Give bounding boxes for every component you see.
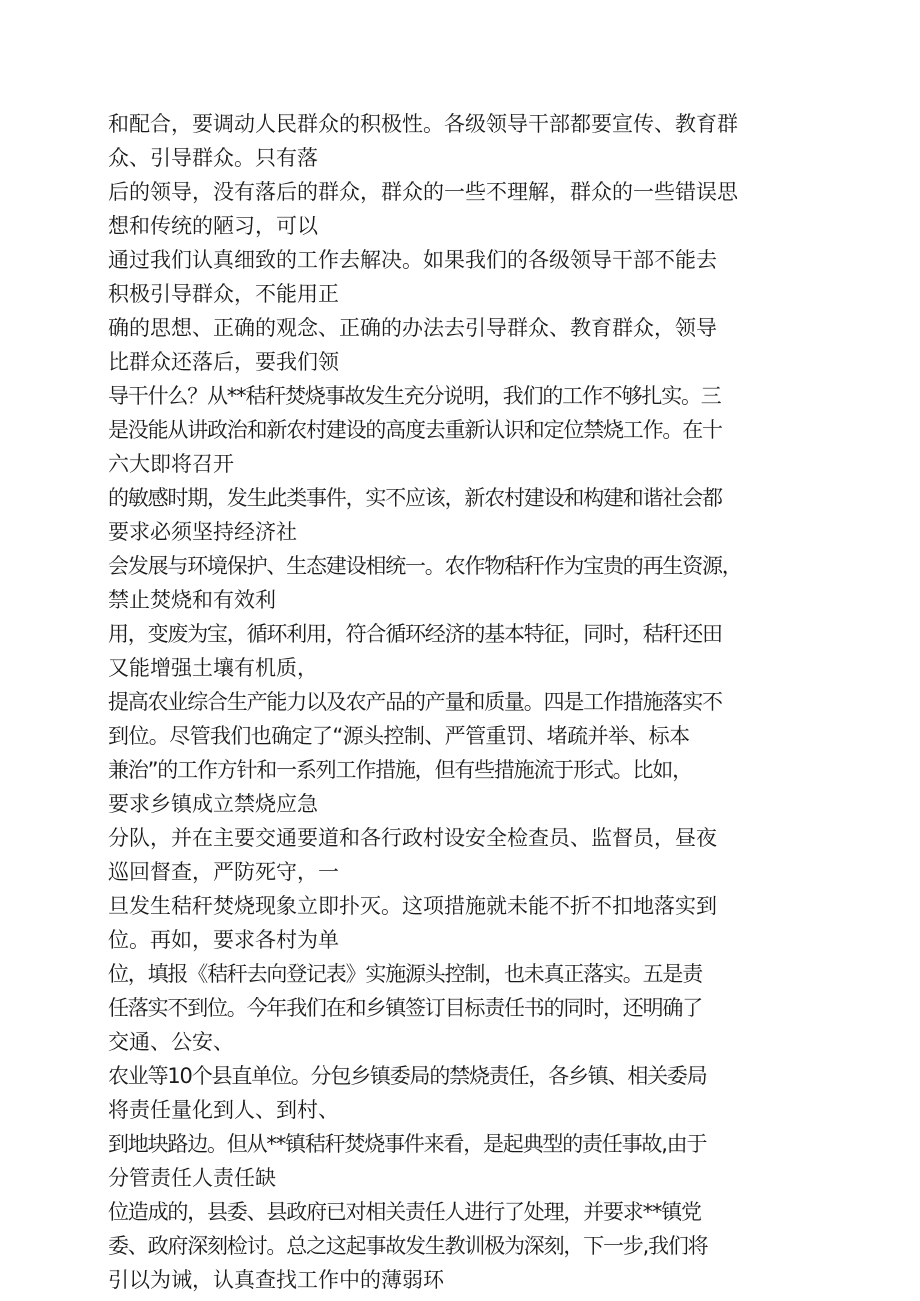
text-line: 六大即将召开 bbox=[108, 452, 234, 476]
text-line: 旦发生秸秆焚烧现象立即扑灭。这项措施就未能不折不扣地落实到 bbox=[108, 894, 717, 918]
text-line: 位造成的，县委、县政府已对相关责任人进行了处理，并要求**镇党 bbox=[108, 1200, 701, 1224]
text-line: 提高农业综合生产能力以及农产品的产量和质量。四是工作措施落实不 bbox=[108, 690, 722, 714]
text-line: 通过我们认真细致的工作去解决。如果我们的各级领导干部不能去 bbox=[108, 248, 717, 272]
text-line: 想和传统的陋习，可以 bbox=[108, 214, 318, 238]
text-line: 用，变废为宝，循环利用，符合循环经济的基本特征，同时，秸秆还田 bbox=[108, 622, 722, 646]
text-line: 要求乡镇成立禁烧应急 bbox=[108, 792, 318, 816]
text-line: 位。再如，要求各村为单 bbox=[108, 928, 339, 952]
text-line: 农业等10个县直单位。分包乡镇委局的禁烧责任，各乡镇、相关委局 bbox=[108, 1064, 707, 1088]
text-line: 分管责任人责任缺 bbox=[108, 1166, 276, 1190]
text-line: 会发展与环境保护、生态建设相统一。农作物秸秆作为宝贵的再生资源， bbox=[108, 554, 742, 578]
text-line: 兼治”的工作方针和一系列工作措施，但有些措施流于形式。比如， bbox=[108, 758, 692, 782]
text-line: 分队，并在主要交通要道和各行政村设安全检查员、监督员，昼夜 bbox=[108, 826, 717, 850]
text-line: 委、政府深刻检讨。总之这起事故发生教训极为深刻，下一步,我们将 bbox=[108, 1234, 708, 1258]
text-line: 积极引导群众，不能用正 bbox=[108, 282, 339, 306]
text-line: 引以为诫，认真查找工作中的薄弱环 bbox=[108, 1268, 444, 1292]
text-line: 任落实不到位。今年我们在和乡镇签订目标责任书的同时，还明确了 bbox=[108, 996, 702, 1020]
text-line: 将责任量化到人、到村、 bbox=[108, 1098, 339, 1122]
text-line: 确的思想、正确的观念、正确的办法去引导群众、教育群众，领导 bbox=[108, 316, 717, 340]
text-line: 和配合，要调动人民群众的积极性。各级领导干部都要宣传、教育群 bbox=[108, 112, 738, 136]
text-line: 导干什么？从**秸秆焚烧事故发生充分说明，我们的工作不够扎实。三 bbox=[108, 384, 721, 408]
text-line: 交通、公安、 bbox=[108, 1030, 234, 1054]
text-line: 位，填报《秸秆去向登记表》实施源头控制，也未真正落实。五是责 bbox=[108, 962, 702, 986]
text-line: 比群众还落后，要我们领 bbox=[108, 350, 339, 374]
body-text bbox=[108, 107, 828, 1297]
text-line: 禁止焚烧和有效利 bbox=[108, 588, 276, 612]
text-line: 巡回督查，严防死守，一 bbox=[108, 860, 339, 884]
text-line: 是没能从讲政治和新农村建设的高度去重新认识和定位禁烧工作。在十 bbox=[108, 418, 722, 442]
text-line: 的敏感时期，发生此类事件，实不应该，新农村建设和构建和谐社会都 bbox=[108, 486, 722, 510]
text-line: 要求必须坚持经济社 bbox=[108, 520, 297, 544]
text-line: 后的领导，没有落后的群众，群众的一些不理解，群众的一些错误思 bbox=[108, 180, 738, 204]
text-line: 到地块路边。但从**镇秸秆焚烧事件来看，是起典型的责任事故,由于 bbox=[108, 1132, 707, 1156]
text-line: 又能增强土壤有机质， bbox=[108, 656, 318, 680]
text-line: 到位。尽管我们也确定了“源头控制、严管重罚、堵疏并举、标本 bbox=[108, 724, 690, 748]
text-line: 众、引导群众。只有落 bbox=[108, 146, 318, 170]
